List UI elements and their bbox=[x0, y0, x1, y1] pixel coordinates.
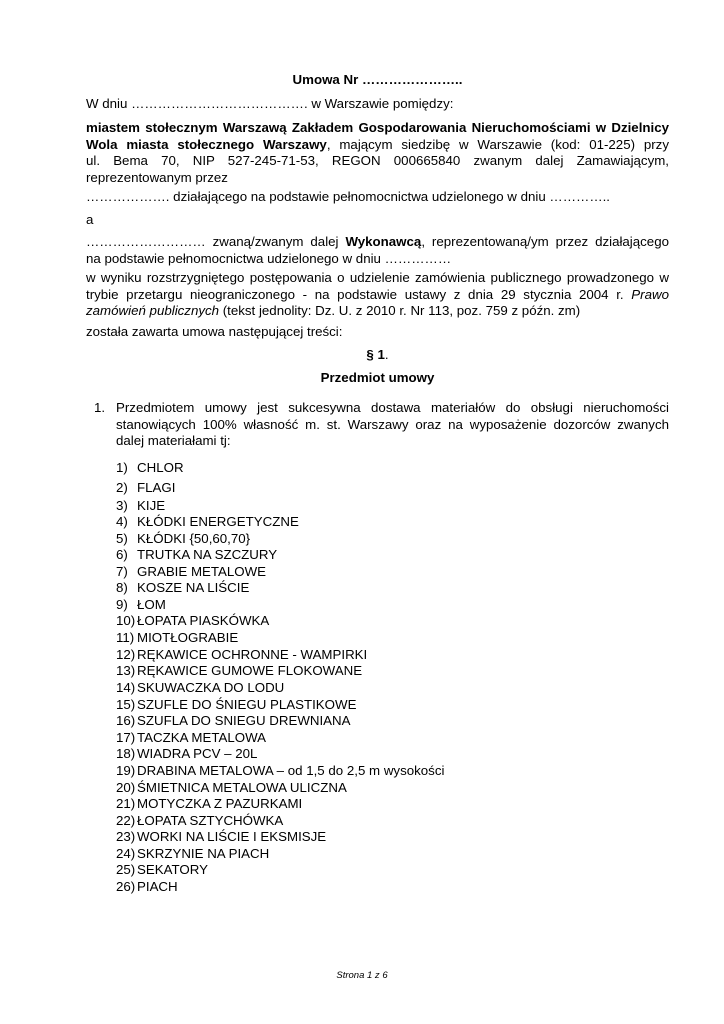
list-item-number: 4) bbox=[116, 514, 128, 529]
clause-1-line-1: Przedmiotem umowy jest sukcesywna dostawa materiałów do obsługi nieruchomości bbox=[116, 400, 669, 415]
list-item-text: RĘKAWICE GUMOWE FLOKOWANE bbox=[137, 663, 363, 678]
list-item bbox=[116, 630, 238, 646]
list-item-number: 12) bbox=[116, 647, 136, 662]
clause-1-line-2: stanowiących 100% własność m. st. Warszawy oraz na wyposażenie dozorców zwanych bbox=[116, 416, 669, 432]
list-item-text: KŁÓDKI {50,60,70} bbox=[137, 531, 251, 546]
list-item-number: 8) bbox=[116, 580, 128, 595]
list-item-text: MIOTŁOGRABIE bbox=[137, 630, 239, 645]
law-name-part-1: Prawo bbox=[631, 286, 669, 302]
concluded-line: została zawarta umowa następującej treści: bbox=[86, 324, 343, 339]
list-item-number: 16) bbox=[116, 713, 136, 728]
list-item bbox=[116, 713, 351, 729]
list-item-text: KIJE bbox=[137, 498, 166, 513]
list-item bbox=[116, 796, 302, 812]
list-item-text: SZUFLA DO SNIEGU DREWNIANA bbox=[137, 713, 351, 728]
list-item-text: SKRZYNIE NA PIACH bbox=[137, 846, 270, 861]
section-number: § 1 bbox=[366, 347, 385, 362]
procedure-line-3 bbox=[86, 303, 669, 320]
list-item bbox=[116, 647, 367, 663]
list-item bbox=[116, 862, 208, 878]
party2-line-1-pre: ……………………… zwaną/zwanym dalej bbox=[86, 234, 346, 249]
procedure-line-2 bbox=[86, 287, 669, 304]
list-item bbox=[116, 780, 347, 796]
list-item bbox=[116, 763, 444, 779]
list-item-number: 18) bbox=[116, 746, 136, 761]
party2-line-1-post: , reprezentowaną/ym przez działającego bbox=[421, 234, 669, 249]
section-dot: . bbox=[384, 347, 389, 362]
party1-line-2-rest: , mającym siedzibę w Warszawie (kod: 01-225) przy bbox=[326, 136, 669, 152]
list-item bbox=[116, 680, 284, 696]
list-item-text: ŁOPATA SZTYCHÓWKA bbox=[137, 813, 284, 828]
list-item-number: 17) bbox=[116, 730, 136, 745]
law-name-part-2: zamówień publicznych bbox=[86, 303, 220, 318]
list-item-text: SEKATORY bbox=[137, 862, 208, 877]
and-word: a bbox=[86, 212, 94, 227]
list-item bbox=[116, 846, 269, 862]
list-item-text: RĘKAWICE OCHRONNE - WAMPIRKI bbox=[137, 647, 368, 662]
list-item-number: 7) bbox=[116, 564, 128, 579]
clause-1-text bbox=[116, 400, 669, 450]
list-item bbox=[116, 531, 250, 547]
list-item-text: ŚMIETNICA METALOWA ULICZNA bbox=[137, 780, 347, 795]
party2-line-2: na podstawie pełnomocnictwa udzielonego w dniu …………… bbox=[86, 250, 452, 266]
list-item-text: MOTYCZKA Z PAZURKAMI bbox=[137, 796, 303, 811]
representative-line: ………………. działającego na podstawie pełnomocnictwa udzielonego w dniu ………….. bbox=[86, 189, 610, 204]
list-item-text: DRABINA METALOWA – od 1,5 do 2,5 m wysokości bbox=[137, 763, 445, 778]
list-item bbox=[116, 746, 257, 762]
contractor-term: Wykonawcą bbox=[345, 234, 422, 249]
list-item-number: 23) bbox=[116, 829, 136, 844]
list-item-text: SZUFLE DO ŚNIEGU PLASTIKOWE bbox=[137, 697, 357, 712]
list-item-text: FLAGI bbox=[137, 480, 176, 495]
procedure-paragraph bbox=[86, 270, 669, 320]
list-item-number: 13) bbox=[116, 663, 136, 678]
document-title: Umowa Nr ………………….. bbox=[292, 72, 463, 87]
list-item-number: 10) bbox=[116, 613, 136, 628]
list-item bbox=[116, 580, 249, 596]
party1-paragraph bbox=[86, 120, 669, 186]
list-item-text: TACZKA METALOWA bbox=[137, 730, 267, 745]
clause-1-number: 1. bbox=[94, 400, 106, 415]
list-item-number: 14) bbox=[116, 680, 136, 695]
party1-line-2-bold: Wola miasta stołecznego Warszawy bbox=[86, 136, 327, 152]
section-title: Przedmiot umowy bbox=[320, 370, 435, 385]
list-item bbox=[116, 498, 165, 514]
list-item-number: 25) bbox=[116, 862, 136, 877]
list-item-number: 6) bbox=[116, 547, 128, 562]
list-item bbox=[116, 460, 184, 476]
list-item-text: KŁÓDKI ENERGETYCZNE bbox=[137, 514, 299, 529]
party1-line-4: reprezentowanym przez bbox=[86, 169, 228, 185]
page-footer: Strona 1 z 6 bbox=[336, 970, 388, 981]
list-item-text: WIADRA PCV – 20L bbox=[137, 746, 258, 761]
list-item-text: SKUWACZKA DO LODU bbox=[137, 680, 285, 695]
list-item-text: WORKI NA LIŚCIE I EKSMISJE bbox=[137, 829, 327, 844]
list-item bbox=[116, 597, 166, 613]
list-item-number: 21) bbox=[116, 796, 136, 811]
party1-line-2 bbox=[86, 137, 669, 154]
list-item-number: 26) bbox=[116, 879, 136, 894]
list-item bbox=[116, 829, 326, 845]
list-item bbox=[116, 613, 269, 629]
clause-1-line-3: dalej materiałami tj: bbox=[116, 433, 231, 448]
list-item-number: 5) bbox=[116, 531, 128, 546]
list-item-number: 9) bbox=[116, 597, 128, 612]
list-item bbox=[116, 730, 266, 746]
list-item-number: 1) bbox=[116, 460, 128, 475]
list-item-number: 20) bbox=[116, 780, 136, 795]
list-item bbox=[116, 514, 299, 530]
intro-line: W dniu …………………………………. w Warszawie pomiędzy: bbox=[86, 96, 454, 111]
procedure-line-3-rest: (tekst jednolity: Dz. U. z 2010 r. Nr 113, poz. 759 z późn. zm) bbox=[219, 303, 581, 318]
list-item-number: 11) bbox=[116, 630, 135, 645]
list-item-number: 15) bbox=[116, 697, 136, 712]
list-item bbox=[116, 697, 356, 713]
list-item-number: 24) bbox=[116, 846, 136, 861]
list-item bbox=[116, 547, 277, 563]
list-item-text: GRABIE METALOWE bbox=[137, 564, 267, 579]
list-item bbox=[116, 564, 266, 580]
list-item-number: 19) bbox=[116, 763, 136, 778]
party2-line-1 bbox=[86, 234, 669, 251]
section-heading bbox=[86, 347, 669, 364]
party1-line-3: ul. Bema 70, NIP 527-245-71-53, REGON 000665840 zwanym dalej Zamawiającym, bbox=[86, 153, 669, 168]
list-item-number: 22) bbox=[116, 813, 136, 828]
list-item-text: TRUTKA NA SZCZURY bbox=[137, 547, 278, 562]
procedure-line-2-pre: trybie przetargu nieograniczonego - na podstawie ustawy z dnia 29 stycznia 2004 r. bbox=[86, 286, 632, 302]
party1-line-1: miastem stołecznym Warszawą Zakładem Gospodarowania Nieruchomościami w Dzielnicy bbox=[86, 120, 669, 135]
list-item-number: 3) bbox=[116, 498, 128, 513]
list-item-number: 2) bbox=[116, 480, 128, 495]
party2-paragraph bbox=[86, 234, 669, 267]
list-item bbox=[116, 480, 175, 496]
list-item-text: KOSZE NA LIŚCIE bbox=[137, 580, 250, 595]
list-item bbox=[116, 663, 362, 679]
list-item-text: ŁOPATA PIASKÓWKA bbox=[137, 613, 270, 628]
list-item bbox=[116, 813, 283, 829]
list-item-text: CHLOR bbox=[137, 460, 184, 475]
list-item-text: ŁOM bbox=[137, 597, 166, 612]
list-item bbox=[116, 879, 178, 895]
procedure-line-1: w wyniku rozstrzygniętego postępowania o udzielenie zamówienia publicznego prowadzonego w bbox=[86, 270, 669, 285]
list-item-text: PIACH bbox=[137, 879, 178, 894]
